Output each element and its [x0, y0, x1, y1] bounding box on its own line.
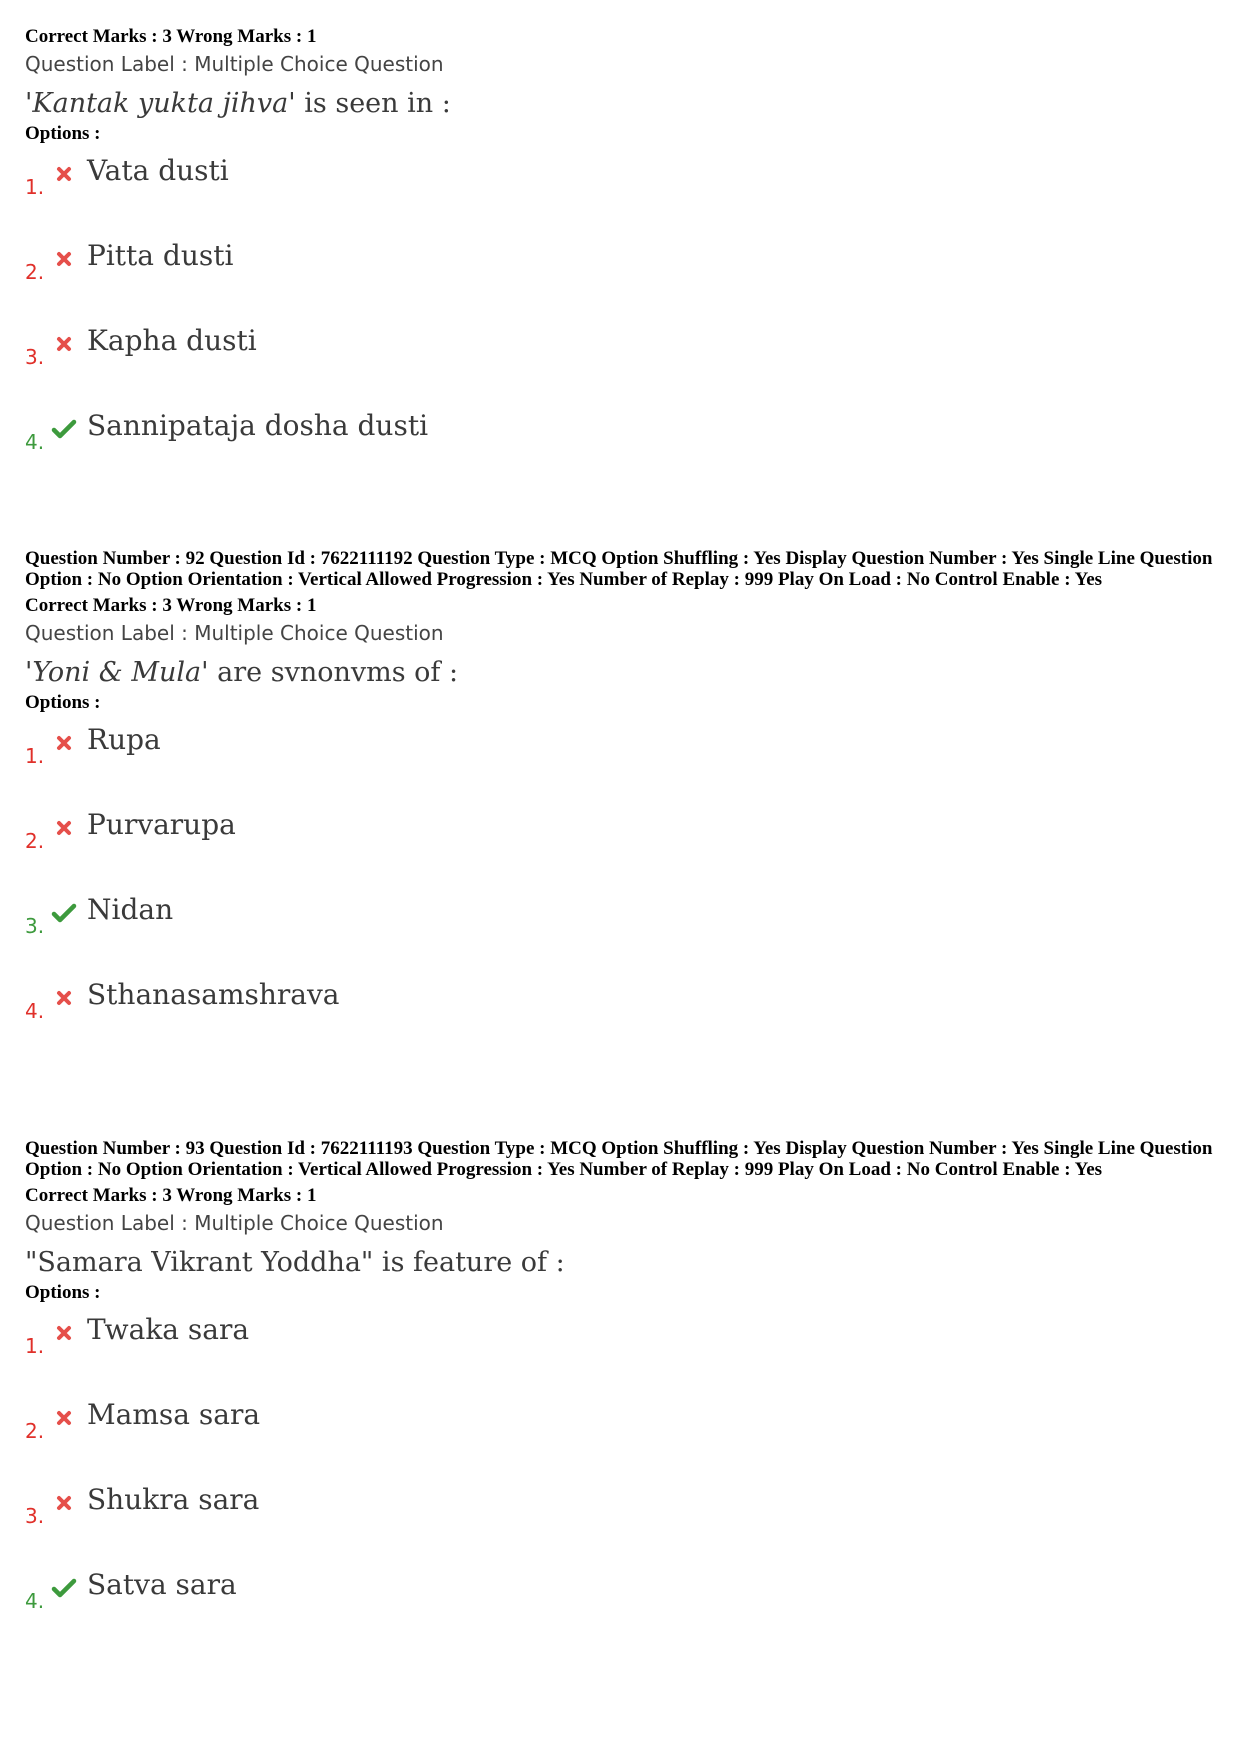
option-text: Twaka sara — [87, 1313, 250, 1346]
options-label: Options : — [25, 692, 101, 713]
question-text: "Samara Vikrant Yoddha" is feature of : — [25, 1247, 565, 1278]
option-number: 3. — [25, 345, 45, 369]
option-4 — [25, 1567, 1225, 1652]
option-1 — [25, 1312, 1225, 1397]
option-1 — [25, 722, 1225, 807]
cross-icon — [51, 985, 77, 1011]
option-text: Mamsa sara — [87, 1398, 261, 1431]
option-3 — [25, 1482, 1225, 1567]
question-header: Question Number : 92 Question Id : 7622111192 Question Type : MCQ Option Shuffling : Yes Display Question Number : Yes Single Line Question Option : No Option Orientation : Vertical Allowed Progression : Yes Number of Replay : 999 Play On Load : No Control Enable : Yes — [25, 548, 1213, 590]
option-number: 3. — [25, 1504, 45, 1528]
cross-icon — [51, 730, 77, 756]
question-text — [25, 87, 1225, 121]
cross-icon — [51, 331, 77, 357]
check-icon — [51, 1575, 77, 1601]
cross-icon — [51, 1490, 77, 1516]
option-number: 1. — [25, 744, 45, 768]
option-text: Sthanasamshrava — [87, 978, 340, 1011]
cross-icon — [51, 161, 77, 187]
option-1 — [25, 153, 1225, 238]
option-number: 2. — [25, 1419, 45, 1443]
question-text-italic: 'Kantak yukta jihva' — [25, 88, 296, 119]
option-2 — [25, 238, 1225, 323]
question-label: Question Label : Multiple Choice Question — [25, 52, 444, 76]
question-text-rest: are svnonvms of : — [208, 657, 459, 688]
question-header: Question Number : 93 Question Id : 7622111193 Question Type : MCQ Option Shuffling : Yes Display Question Number : Yes Single Line Question Option : No Option Orientation : Vertical Allowed Progression : Yes Number of Replay : 999 Play On Load : No Control Enable : Yes — [25, 1138, 1213, 1180]
question-91 — [25, 26, 1225, 493]
check-icon — [51, 416, 77, 442]
option-number: 4. — [25, 430, 45, 454]
option-number: 3. — [25, 914, 45, 938]
marks-info: Correct Marks : 3 Wrong Marks : 1 — [25, 595, 317, 616]
question-93 — [25, 1138, 1225, 1652]
cross-icon — [51, 246, 77, 272]
option-2 — [25, 807, 1225, 892]
cross-icon — [51, 1320, 77, 1346]
option-3 — [25, 323, 1225, 408]
marks-info: Correct Marks : 3 Wrong Marks : 1 — [25, 1185, 317, 1206]
question-text — [25, 656, 1225, 690]
question-text-italic: 'Yoni & Mula' — [25, 657, 209, 688]
options-label: Options : — [25, 1282, 101, 1303]
question-92 — [25, 548, 1225, 1062]
option-number: 2. — [25, 260, 45, 284]
option-text: Pitta dusti — [87, 239, 234, 272]
option-number: 4. — [25, 999, 45, 1023]
option-list — [25, 722, 1225, 1062]
option-text: Sannipataja dosha dusti — [87, 409, 429, 442]
question-text-rest: is seen in : — [295, 88, 451, 119]
option-list — [25, 1312, 1225, 1652]
check-icon — [51, 900, 77, 926]
marks-info: Correct Marks : 3 Wrong Marks : 1 — [25, 26, 317, 47]
cross-icon — [51, 1405, 77, 1431]
option-4 — [25, 408, 1225, 493]
option-text: Vata dusti — [87, 154, 229, 187]
option-2 — [25, 1397, 1225, 1482]
option-text: Kapha dusti — [87, 324, 257, 357]
option-number: 4. — [25, 1589, 45, 1613]
option-3 — [25, 892, 1225, 977]
option-text: Satva sara — [87, 1568, 237, 1601]
option-number: 1. — [25, 175, 45, 199]
option-number: 2. — [25, 829, 45, 853]
question-label: Question Label : Multiple Choice Question — [25, 621, 444, 645]
option-text: Purvarupa — [87, 808, 236, 841]
question-label: Question Label : Multiple Choice Question — [25, 1211, 444, 1235]
option-number: 1. — [25, 1334, 45, 1358]
options-label: Options : — [25, 123, 101, 144]
option-list — [25, 153, 1225, 493]
cross-icon — [51, 815, 77, 841]
option-text: Shukra sara — [87, 1483, 260, 1516]
option-4 — [25, 977, 1225, 1062]
option-text: Rupa — [87, 723, 161, 756]
option-text: Nidan — [87, 893, 174, 926]
